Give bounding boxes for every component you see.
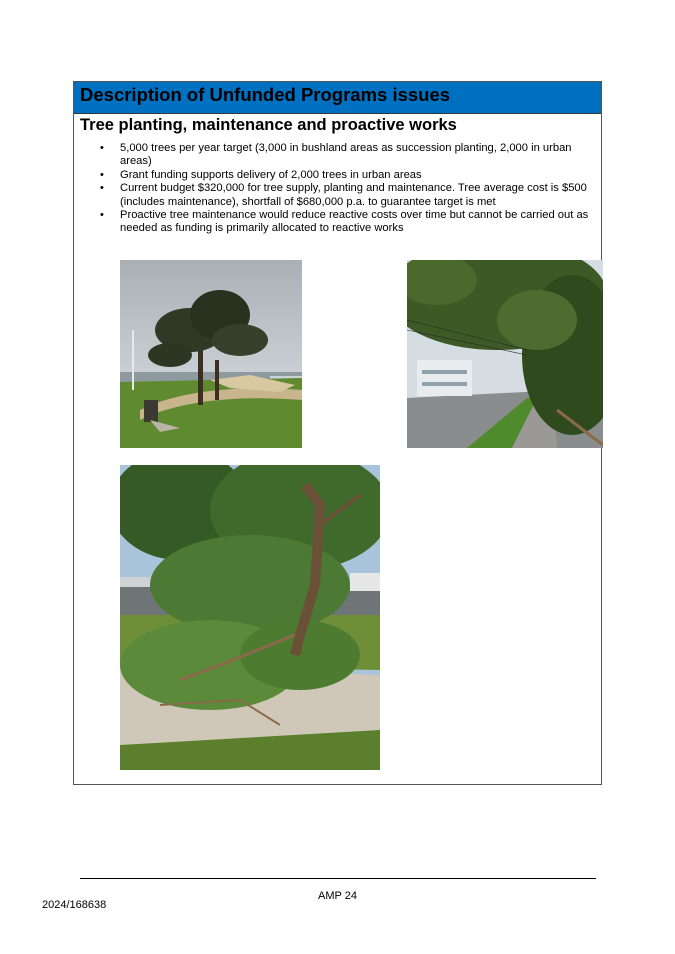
photo-street-canopy <box>407 260 603 448</box>
section-banner <box>74 82 601 114</box>
section-subtitle: Tree planting, maintenance and proactive works <box>80 116 457 134</box>
bullet-item: • Current budget $320,000 for tree supply, planting and maintenance. Tree average cost is $500 (includes maintenance), shortfall of $680,000 p.a. to guarantee target is met <box>100 182 600 209</box>
page-number: AMP 24 <box>318 890 357 902</box>
footer-rule <box>80 878 596 879</box>
photo-fallen-tree <box>120 465 380 770</box>
unfunded-programs-box <box>73 81 602 785</box>
bullet-item: • Grant funding supports delivery of 2,000 trees in urban areas <box>100 169 600 182</box>
bullet-item: • Proactive tree maintenance would reduce reactive costs over time but cannot be carried out as needed as funding is primarily allocated to reactive works <box>100 209 600 236</box>
document-reference: 2024/168638 <box>42 899 107 911</box>
photo-foreshore-tree <box>120 260 302 448</box>
section-title: Description of Unfunded Programs issues <box>80 84 451 105</box>
bullet-item: • 5,000 trees per year target (3,000 in bushland areas as succession planting, 2,000 in urban areas) <box>100 142 600 169</box>
issue-bullet-list <box>100 142 600 236</box>
